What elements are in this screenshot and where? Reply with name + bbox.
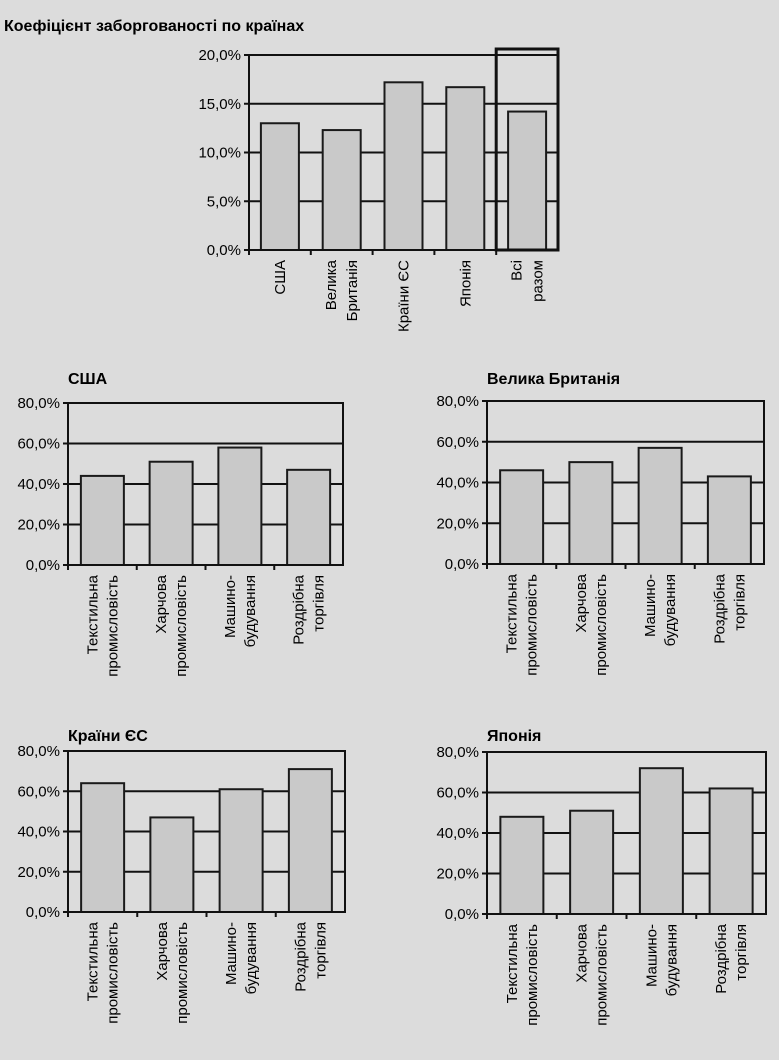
x-category-label: будування	[243, 922, 261, 995]
y-tick-label: 5,0%	[206, 193, 241, 211]
y-tick-label: 80,0%	[436, 393, 479, 410]
x-category-label: Харчова	[572, 574, 590, 633]
chart-uk	[436, 371, 764, 676]
bar	[289, 769, 332, 912]
y-tick-label: 20,0%	[436, 515, 479, 533]
bar	[500, 817, 543, 914]
x-category-label: будування	[663, 924, 681, 997]
y-tick-label: 20,0%	[198, 47, 241, 64]
x-category-label: промисловість	[523, 574, 541, 676]
bar	[639, 448, 682, 564]
x-category-label: Текстильна	[503, 574, 521, 654]
chart-japan	[436, 728, 766, 1026]
bar	[218, 448, 261, 565]
y-tick-label: 40,0%	[17, 823, 60, 841]
x-category-label: будування	[662, 574, 680, 647]
x-category-label: промисловість	[104, 575, 122, 677]
x-category-label: торгівля	[731, 574, 749, 631]
x-category-label: Роздрібна	[292, 922, 310, 992]
y-tick-label: 60,0%	[17, 435, 60, 453]
y-tick-label: 80,0%	[17, 743, 60, 760]
x-category-label: торгівля	[312, 922, 330, 979]
bar	[150, 462, 193, 565]
y-tick-label: 40,0%	[436, 825, 479, 842]
x-category-label: Всі	[508, 260, 526, 281]
x-category-label: Текстильна	[84, 575, 102, 655]
bar	[570, 811, 613, 914]
chart-title: Коефіцієнт заборгованості по країнах	[4, 18, 305, 35]
x-category-label: Харчова	[153, 922, 171, 981]
chart-usa	[17, 371, 343, 677]
y-tick-label: 15,0%	[198, 95, 241, 113]
y-tick-label: 80,0%	[436, 744, 479, 761]
x-category-label: Роздрібна	[711, 574, 729, 644]
x-category-label: Машино-	[643, 924, 661, 988]
x-category-label: Японія	[457, 260, 475, 308]
chart-title: США	[68, 371, 108, 388]
x-category-label: Текстильна	[84, 922, 102, 1002]
x-category-label: промисловість	[523, 924, 541, 1026]
bar	[81, 476, 124, 565]
x-category-label: торгівля	[310, 575, 328, 632]
chart-title: Велика Британія	[487, 371, 621, 388]
bar	[708, 476, 751, 564]
chart-eu	[17, 728, 345, 1024]
y-tick-label: 80,0%	[17, 395, 60, 412]
x-category-label: будування	[241, 575, 259, 648]
y-tick-label: 60,0%	[17, 783, 60, 801]
bar	[710, 788, 753, 914]
x-category-label: Роздрібна	[713, 924, 731, 994]
y-tick-label: 0,0%	[206, 242, 241, 259]
bar	[220, 789, 263, 912]
y-tick-label: 10,0%	[198, 144, 241, 162]
bar	[500, 470, 543, 564]
y-tick-label: 60,0%	[436, 433, 479, 451]
bar	[640, 768, 683, 914]
bar	[446, 87, 484, 250]
chart-main	[4, 18, 558, 332]
y-tick-label: 20,0%	[17, 863, 60, 881]
x-category-label: Машино-	[221, 575, 239, 639]
x-category-label: промисловість	[593, 924, 611, 1026]
y-tick-label: 40,0%	[436, 474, 479, 492]
x-category-label: Машино-	[642, 574, 660, 638]
bar	[287, 470, 330, 565]
bar	[150, 817, 193, 912]
bar	[81, 783, 124, 912]
y-tick-label: 20,0%	[436, 865, 479, 883]
y-tick-label: 60,0%	[436, 784, 479, 802]
chart-title: Країни ЄС	[68, 728, 148, 745]
x-category-label: Машино-	[223, 922, 241, 986]
x-category-label: Роздрібна	[290, 575, 308, 645]
y-tick-label: 0,0%	[444, 556, 479, 573]
x-category-label: Велика	[323, 260, 341, 311]
x-category-label: Текстильна	[503, 924, 521, 1004]
y-tick-label: 0,0%	[25, 904, 60, 921]
x-category-label: Харчова	[153, 575, 171, 634]
chart-title: Японія	[487, 728, 542, 745]
y-tick-label: 0,0%	[25, 557, 60, 574]
y-tick-label: 20,0%	[17, 516, 60, 534]
x-category-label: Британія	[344, 260, 362, 322]
bar	[385, 82, 423, 250]
bar	[323, 130, 361, 250]
x-category-label: промисловість	[173, 922, 191, 1024]
x-category-label: Країни ЄС	[395, 260, 413, 333]
x-category-label: промисловість	[592, 574, 610, 676]
x-category-label: промисловість	[104, 922, 122, 1024]
x-category-label: Харчова	[573, 924, 591, 983]
x-category-label: США	[271, 260, 289, 295]
x-category-label: торгівля	[733, 924, 751, 981]
y-tick-label: 0,0%	[444, 906, 479, 923]
x-category-label: разом	[529, 260, 547, 302]
bar	[508, 112, 546, 250]
bar	[569, 462, 612, 564]
bar	[261, 123, 299, 250]
y-tick-label: 40,0%	[17, 476, 60, 493]
x-category-label: промисловість	[173, 575, 191, 677]
